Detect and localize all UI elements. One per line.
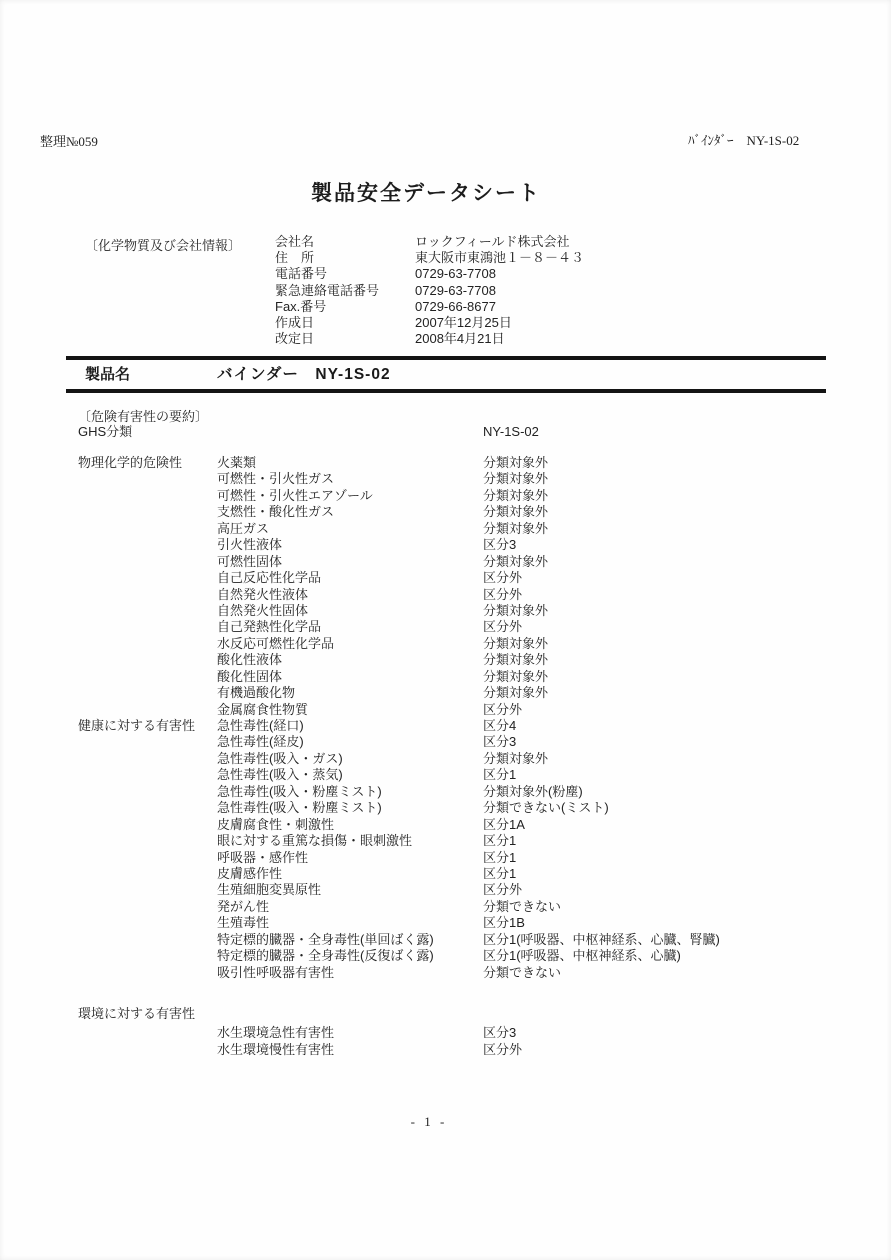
hazard-item-name: 有機過酸化物: [217, 685, 296, 701]
info-value: 東大阪市東鴻池１－８－４３: [415, 250, 585, 266]
info-label: Fax.番号: [275, 298, 327, 314]
hazard-item-name: 眼に対する重篤な損傷・眼刺激性: [217, 833, 413, 849]
hazard-item-name: 酸化性固体: [217, 668, 283, 684]
page-number: - 1 -: [410, 1114, 448, 1129]
health-hazards-group: [0, 718, 891, 981]
hazard-item-row: [0, 587, 891, 603]
hazard-item-name: 急性毒性(吸入・粉塵ミスト): [217, 800, 382, 816]
hazard-item-value: 分類できない(ミスト): [483, 800, 609, 816]
hazard-item-value: 分類対象外: [483, 520, 549, 536]
hazard-item-name: 可燃性・引火性ガス: [217, 471, 335, 487]
hazard-item-name: 酸化性液体: [217, 652, 283, 668]
hazard-item-value: 分類対象外: [483, 471, 549, 487]
hazard-item-row: [0, 899, 891, 915]
hazard-item-row: [0, 948, 891, 964]
hazard-item-name: 吸引性呼吸器有害性: [217, 964, 335, 980]
hazard-item-name: 発がん性: [217, 898, 270, 914]
hazard-item-name: 急性毒性(吸入・ガス): [217, 750, 343, 766]
hazard-item-value: 区分3: [483, 1025, 517, 1041]
info-label: 作成日: [275, 314, 315, 330]
separator-rule-top: [66, 356, 826, 360]
hazard-item-row: [0, 603, 891, 619]
hazard-item-row: [0, 800, 891, 816]
hazard-item-value: 区分1: [483, 833, 517, 849]
hazard-item-name: 特定標的臓器・全身毒性(反復ばく露): [217, 948, 434, 964]
hazard-item-name: 自己反応性化学品: [217, 570, 322, 586]
hazard-item-value: 分類対象外: [483, 455, 549, 470]
product-name-value: バインダー NY-1S-02: [217, 366, 391, 383]
hazard-item-row: [0, 537, 891, 553]
company-info-row: [275, 314, 512, 331]
info-label: 電話番号: [275, 266, 328, 282]
hazard-item-value: 分類対象外: [483, 685, 549, 701]
company-info-row: [275, 331, 505, 347]
hazard-item-value: 区分外: [483, 619, 523, 635]
hazard-item-value: 区分1(呼吸器、中枢神経系、心臓): [483, 948, 681, 964]
hazard-item-value: 区分4: [483, 718, 517, 733]
hazard-item-name: 水生環境慢性有害性: [217, 1041, 335, 1057]
hazard-item-value: 区分3: [483, 734, 517, 750]
hazard-item-row: [0, 882, 891, 898]
hazard-item-name: 可燃性・引火性エアゾール: [217, 487, 373, 503]
hazard-item-row: [0, 570, 891, 586]
info-value: ロックフィールド株式会社: [415, 234, 570, 249]
hazard-item-value: 区分外: [483, 882, 523, 898]
hazard-item-value: 分類対象外: [483, 652, 549, 668]
info-value: 2007年12月25日: [415, 314, 512, 330]
hazard-item-row: [0, 965, 891, 981]
hazard-item-value: 分類できない: [483, 898, 562, 914]
hazard-summary-section-label: 〔危険有害性の要約〕: [78, 409, 209, 424]
header-binder-code: ﾊﾞｲﾝﾀﾞｰ NY-1S-02: [688, 133, 800, 148]
product-name-label: 製品名: [85, 366, 131, 383]
hazard-item-row: [0, 932, 891, 948]
hazard-item-row: [0, 866, 891, 882]
ghs-label: GHS分類: [78, 424, 133, 439]
hazard-item-name: 急性毒性(経口): [217, 718, 304, 733]
company-info-row: [275, 298, 496, 315]
hazard-item-row: [0, 702, 891, 718]
info-label: 住 所: [275, 250, 315, 266]
info-value: 0729-63-7708: [415, 266, 496, 282]
physical-hazards-group: [0, 455, 891, 718]
hazard-item-row: [0, 521, 891, 537]
info-label: 緊急連絡電話番号: [275, 282, 380, 298]
hazard-item-value: 区分1: [483, 865, 517, 881]
category-label-environment: 環境に対する有害性: [78, 1006, 196, 1021]
hazard-item-value: 分類対象外: [483, 487, 549, 503]
hazard-item-value: 区分外: [483, 701, 523, 717]
info-value: 0729-63-7708: [415, 282, 496, 298]
hazard-item-name: 引火性液体: [217, 537, 283, 553]
hazard-item-row: [0, 915, 891, 931]
hazard-item-row: [0, 751, 891, 767]
hazard-item-value: 分類対象外: [483, 635, 549, 651]
hazard-item-value: 分類対象外: [483, 553, 549, 569]
hazard-item-row: [0, 636, 891, 652]
hazard-item-name: 支燃性・酸化性ガス: [217, 504, 335, 520]
hazard-item-value: 区分外: [483, 1041, 523, 1057]
hazard-item-row: [0, 734, 891, 750]
hazard-item-name: 特定標的臓器・全身毒性(単回ばく露): [217, 931, 434, 947]
ghs-value: NY-1S-02: [483, 424, 539, 439]
hazard-item-value: 区分外: [483, 586, 523, 602]
company-info-row: [275, 282, 496, 299]
hazard-item-name: 火薬類: [217, 455, 257, 470]
hazard-item-row: [0, 652, 891, 668]
hazard-item-row: [0, 784, 891, 800]
hazard-item-value: 区分1: [483, 767, 517, 783]
hazard-item-name: 自然発火性固体: [217, 602, 309, 618]
company-info-row: [275, 250, 585, 266]
hazard-item-row: [0, 817, 891, 833]
hazard-item-name: 急性毒性(吸入・蒸気): [217, 767, 343, 783]
hazard-item-name: 急性毒性(経皮): [217, 734, 304, 750]
hazard-item-name: 金属腐食性物質: [217, 701, 309, 717]
page-title: 製品安全データシート: [311, 182, 541, 205]
hazard-item-row: [0, 685, 891, 701]
hazard-item-row: [0, 669, 891, 685]
hazard-item-value: 分類対象外: [483, 668, 549, 684]
hazard-item-row: [0, 718, 891, 734]
hazard-item-name: 自己発熱性化学品: [217, 619, 322, 635]
physical-hazard-rows: [0, 455, 891, 718]
company-info-rows: [275, 234, 585, 347]
hazard-item-row: [0, 767, 891, 783]
hazard-item-value: 分類対象外: [483, 602, 549, 618]
hazard-item-value: 区分1: [483, 849, 517, 865]
hazard-item-name: 自然発火性液体: [217, 586, 309, 602]
hazard-item-name: 生殖毒性: [217, 915, 270, 931]
hazard-item-row: [0, 833, 891, 849]
hazard-item-name: 皮膚腐食性・刺激性: [217, 816, 335, 832]
hazard-item-value: 分類対象外: [483, 750, 549, 766]
ghs-classification-table: [0, 455, 891, 1058]
hazard-item-name: 水反応可燃性化学品: [217, 635, 335, 651]
hazard-item-name: 可燃性固体: [217, 553, 283, 569]
environment-hazards-group: [0, 1006, 891, 1058]
hazard-item-row: [0, 471, 891, 487]
hazard-item-row: [0, 488, 891, 504]
hazard-item-row: [0, 1025, 891, 1041]
company-section-label: 〔化学物質及び会社情報〕: [85, 238, 242, 253]
info-label: 改定日: [275, 331, 315, 347]
hazard-item-row: [0, 619, 891, 635]
health-hazard-rows: [0, 718, 891, 981]
company-info-row: [275, 234, 570, 250]
hazard-item-value: 分類対象外: [483, 504, 549, 520]
company-info-row: [275, 266, 496, 282]
hazard-item-value: 区分1A: [483, 816, 525, 832]
environment-hazard-rows: [0, 1025, 891, 1058]
hazard-item-value: 区分1B: [483, 915, 525, 931]
hazard-item-row: [0, 1042, 891, 1058]
hazard-item-name: 急性毒性(吸入・粉塵ミスト): [217, 783, 382, 799]
hazard-item-value: 分類対象外(粉塵): [483, 783, 583, 799]
separator-rule-bottom: [66, 389, 826, 393]
info-value: 0729-66-8677: [415, 298, 496, 314]
hazard-item-name: 水生環境急性有害性: [217, 1025, 335, 1041]
hazard-item-row: [0, 850, 891, 866]
hazard-item-name: 皮膚感作性: [217, 865, 283, 881]
hazard-item-value: 区分1(呼吸器、中枢神経系、心臓、腎臓): [483, 931, 720, 947]
hazard-item-row: [0, 455, 891, 471]
hazard-item-row: [0, 504, 891, 520]
hazard-item-value: 分類できない: [483, 964, 562, 980]
category-label-health: 健康に対する有害性: [78, 718, 196, 733]
hazard-item-value: 区分外: [483, 570, 523, 586]
hazard-item-name: 呼吸器・感作性: [217, 849, 309, 865]
hazard-item-name: 高圧ガス: [217, 520, 270, 536]
info-label: 会社名: [275, 234, 315, 249]
doc-number: 整理№059: [40, 134, 98, 149]
hazard-item-value: 区分3: [483, 537, 517, 553]
category-label-physical: 物理化学的危険性: [78, 455, 183, 470]
ghs-classification-row: [78, 424, 539, 440]
info-value: 2008年4月21日: [415, 331, 505, 347]
hazard-item-name: 生殖細胞変異原性: [217, 882, 322, 898]
hazard-item-row: [0, 554, 891, 570]
